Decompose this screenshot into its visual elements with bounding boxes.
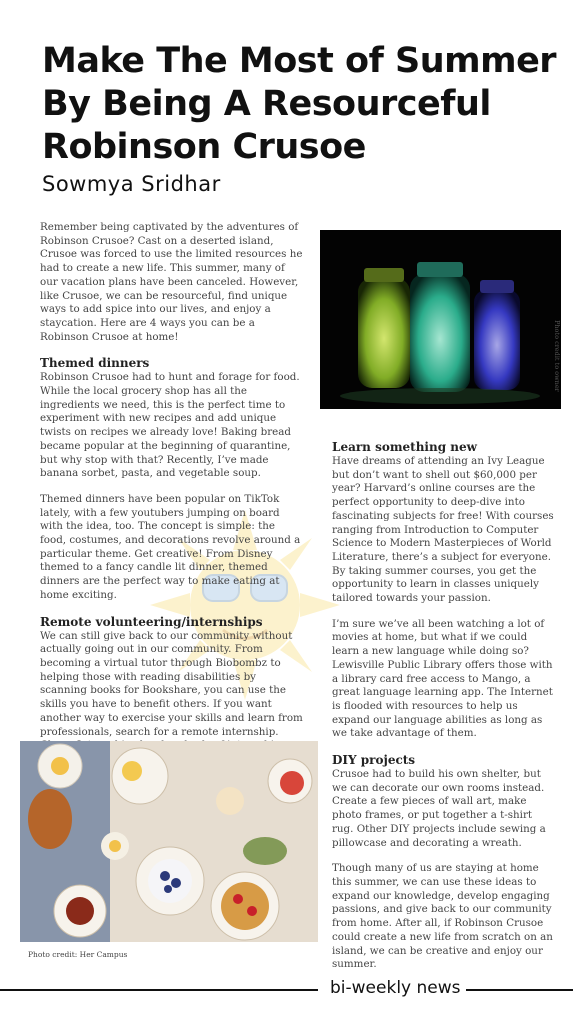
heading-diy-projects: DIY projects <box>332 753 416 768</box>
themed-paragraph-1: Robinson Crusoe had to hunt and forage for food. While the local grocery shop has all the ingredients we need, this is the perfect time to experiment with new recipes and add unique twists on recipes we already love! Baking bread became popular at the beginning of quarantine, but why stop with that? Recently, I’ve made banana sorbet, pasta, and vegetable soup. <box>40 371 300 480</box>
left-column <box>40 221 303 792</box>
remote-paragraph: We can still give back to our community without actually going out in our community. From becoming a virtual tutor through Biobombz to helping those with reading disabilities by scanning books for Bookshare, you can use the skills you have to benefit others. If you want another way to exercise your skills and learn from professionals, search for a remote internship. <box>40 629 303 738</box>
footer-publication-name: bi-weekly news <box>330 978 461 998</box>
right-column <box>332 440 554 984</box>
article-title: Make The Most of Summer By Being A Resourceful Robinson Crusoe <box>42 41 557 167</box>
heading-themed-dinners: Themed dinners <box>40 356 150 371</box>
brunch-table-photo <box>20 741 318 942</box>
photo-credit-jars: Photo credit to owner <box>553 320 561 392</box>
glowing-jars-photo <box>320 230 561 409</box>
heading-learn-something-new: Learn something new <box>332 440 477 454</box>
photo-credit-food: Photo credit: Her Campus <box>28 950 128 959</box>
themed-paragraph-2: Themed dinners have been popular on TikTok lately, with a few youtubers jumping on board with the idea, too. The concept is simple: the food, costumes, and decorations revolve around a particular theme. Get creative! From Disney themed to a fancy candle lit dinner, themed dinners are the perfect way to make eating at home exciting. <box>40 492 301 601</box>
intro-paragraph: Remember being captivated by the adventures of Robinson Crusoe? Cast on a deserted island, Crusoe was forced to use the limited resources he had to create a new life. This summer, many of our vacation plans have been canceled. However, like Crusoe, we can be resourceful, find unique ways to add spice into our lives, and enjoy a staycation. Here are 4 ways you can be a Robinson Crusoe at home! <box>40 221 303 343</box>
learn-paragraph-1: Have dreams of attending an Ivy League but don’t want to shell out $60,000 per year? Harvard’s online courses are the perfect opportunity to deep-dive into fascinating subjects for free! With courses ranging from Introduction to Computer Science to Modern Masterpieces of World Literature, there’s a subject for everyone. By taking summer courses, you get the opportunity to learn in classes uniquely tailored towards your passion. <box>332 455 554 605</box>
brunch-table-image <box>20 741 318 942</box>
heading-remote-volunteering: Remote volunteering/internships <box>40 614 263 629</box>
footer-rule-right <box>466 989 573 991</box>
footer-rule-left <box>0 989 318 991</box>
author-byline: Sowmya Sridhar <box>42 172 221 196</box>
learn-paragraph-2: I’m sure we’ve all been watching a lot of movies at home, but what if we could learn a new language while doing so? Lewisville Public Library offers those with a library card free access to Mango, a great language learning app. The Internet is flooded with resources to help us expand our language abilities as long as we take advantage of them. <box>332 617 553 740</box>
diy-paragraph-1: Crusoe had to build his own shelter, but we can decorate our own rooms instead. Create a few pieces of wall art, make photo frames, or put together a t-shirt rug. Other DIY projects include sewing a pillowcase and decorating a wreath. <box>332 768 546 849</box>
glowing-jars-image <box>320 230 561 409</box>
diy-paragraph-2: Though many of us are staying at home this summer, we can use these ideas to expand our knowledge, develop engaging passions, and give back to our community from home. After all, if Robinson Crusoe could create a new life from scratch on an island, we can be creative and enjoy our summer. <box>332 862 553 971</box>
